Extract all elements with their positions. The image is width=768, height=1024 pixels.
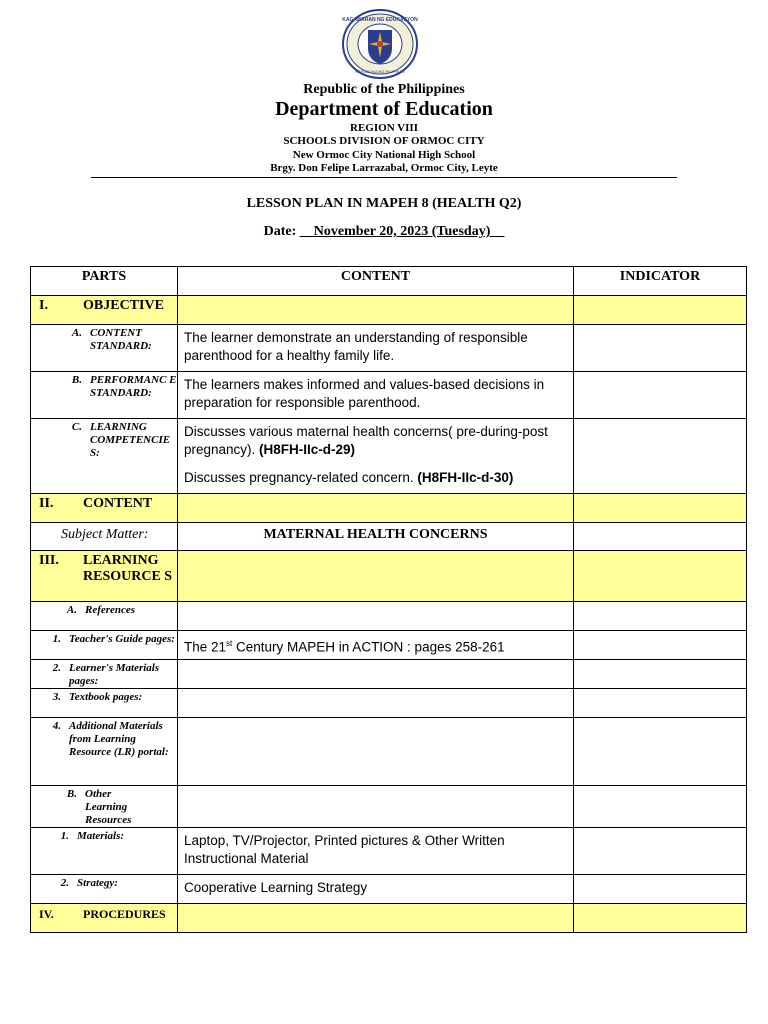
- additional-materials-row: [31, 718, 747, 786]
- learning-resources-row: [31, 551, 747, 602]
- content-section-row: [31, 494, 747, 523]
- learning-competencies-indicator: [574, 419, 747, 494]
- textbook-indicator: [574, 689, 747, 718]
- learning-resources-section: [31, 551, 177, 585]
- competency-2: [178, 459, 573, 487]
- subject-matter-label: Subject Matter:: [61, 527, 149, 542]
- section-number: III.: [39, 553, 59, 568]
- learning-competencies-row: [31, 419, 747, 494]
- teachers-guide-indicator: [574, 631, 747, 660]
- header-indicator: INDICATOR: [574, 267, 747, 296]
- header-content: CONTENT: [178, 267, 574, 296]
- part-label: CONTENT STANDARD:: [90, 327, 152, 352]
- part-number: B.: [66, 788, 77, 800]
- textbook-row: [31, 689, 747, 718]
- content-standard-text: The learner demonstrate an understanding of responsible parenthood for a healthy family life.: [184, 330, 528, 363]
- references-content: [178, 602, 574, 631]
- materials-part: [31, 828, 177, 843]
- teachers-guide-part: [31, 631, 177, 646]
- header-divider: [91, 177, 677, 178]
- strategy-text: Cooperative Learning Strategy: [184, 880, 368, 895]
- objective-content-cell: [178, 296, 574, 325]
- part-number: 3.: [52, 691, 61, 703]
- part-label: PERFORMANC E STANDARD:: [90, 374, 177, 399]
- lesson-date: [0, 224, 768, 240]
- section-label: LEARNING RESOURCE S: [83, 553, 173, 584]
- part-number: 1.: [60, 830, 69, 842]
- other-resources-part: [31, 786, 177, 827]
- content-standard-row: [31, 325, 747, 372]
- learners-materials-part: [31, 660, 177, 688]
- content-standard-indicator: [574, 325, 747, 372]
- content-standard-part: [31, 325, 177, 353]
- section-label: OBJECTIVE: [83, 298, 164, 313]
- region-heading: REGION VIII: [350, 122, 418, 134]
- materials-indicator: [574, 828, 747, 875]
- textbook-part: [31, 689, 177, 704]
- performance-standard-indicator: [574, 372, 747, 419]
- part-label: Materials:: [77, 830, 125, 842]
- teachers-guide-text: [178, 631, 573, 657]
- part-label: References: [85, 604, 136, 616]
- procedures-content-cell: [178, 904, 574, 933]
- republic-heading: Republic of the Philippines: [303, 82, 465, 97]
- learning-resources-content-cell: [178, 551, 574, 602]
- references-indicator: [574, 602, 747, 631]
- part-number: B.: [71, 374, 82, 386]
- part-number: C.: [71, 421, 82, 433]
- text-part: Century MAPEH in ACTION : pages 258-261: [232, 639, 505, 655]
- competency-1: [178, 419, 573, 459]
- section-label: PROCEDURES: [83, 907, 166, 921]
- learning-competencies-part: [31, 419, 177, 460]
- competency-text: Discusses various maternal health concerns( pre-during-post pregnancy).: [184, 424, 548, 457]
- performance-standard-row: [31, 372, 747, 419]
- text-part: The 21: [184, 639, 227, 655]
- additional-materials-indicator: [574, 718, 747, 786]
- objective-indicator-cell: [574, 296, 747, 325]
- procedures-row: [31, 904, 747, 933]
- address-heading: Brgy. Don Felipe Larrazabal, Ormoc City, Leyte: [270, 162, 498, 174]
- part-label: LEARNING COMPETENCIE S:: [90, 421, 171, 459]
- date-value: __November 20, 2023 (Tuesday)__: [299, 224, 505, 239]
- department-heading: Department of Education: [275, 98, 493, 120]
- content-section-content-cell: [178, 494, 574, 523]
- competency-text: Discusses pregnancy-related concern.: [184, 470, 418, 485]
- textbook-content: [178, 689, 574, 718]
- deped-seal-logo: [339, 8, 421, 80]
- division-heading: SCHOOLS DIVISION OF ORMOC CITY: [283, 135, 485, 147]
- table-header-row: [31, 267, 747, 296]
- learning-resources-indicator-cell: [574, 551, 747, 602]
- competency-code: (H8FH-IIc-d-29): [259, 442, 356, 457]
- competency-code: (H8FH-IIc-d-30): [417, 470, 514, 485]
- section-number: I.: [39, 298, 48, 313]
- section-number: IV.: [39, 907, 54, 921]
- other-resources-indicator: [574, 786, 747, 828]
- seal-bottom-text: REPUBLIKA NG PILIPINAS: [355, 69, 405, 74]
- procedures-indicator-cell: [574, 904, 747, 933]
- strategy-part: [31, 875, 177, 890]
- part-number: 2.: [60, 877, 69, 889]
- part-label: Other Learning Resources: [85, 788, 132, 826]
- procedures-section: [31, 904, 177, 922]
- other-resources-content: [178, 786, 574, 828]
- part-number: 1.: [52, 633, 61, 645]
- subject-matter-value: MATERNAL HEALTH CONCERNS: [263, 527, 488, 542]
- strategy-indicator: [574, 875, 747, 904]
- additional-materials-part: [31, 718, 177, 759]
- objective-section: [31, 296, 177, 314]
- section-label: CONTENT: [83, 496, 153, 511]
- performance-standard-text: The learners makes informed and values-based decisions in preparation for responsible parenthood.: [184, 377, 545, 410]
- date-label: Date:: [263, 224, 300, 239]
- learners-materials-content: [178, 660, 574, 689]
- part-label: Strategy:: [77, 877, 118, 889]
- lesson-plan-table: [30, 266, 747, 933]
- part-number: A.: [71, 327, 82, 339]
- materials-row: [31, 828, 747, 875]
- part-number: 2.: [52, 662, 61, 674]
- part-number: 4.: [52, 720, 61, 732]
- part-label: Textbook pages:: [69, 691, 143, 703]
- part-label: Additional Materials from Learning Resource (LR) portal:: [69, 720, 169, 758]
- materials-text: Laptop, TV/Projector, Printed pictures & Other Written Instructional Material: [184, 833, 505, 866]
- references-part: [31, 602, 177, 617]
- part-number: A.: [66, 604, 77, 616]
- other-resources-row: [31, 786, 747, 828]
- school-heading: New Ormoc City National High School: [292, 149, 476, 161]
- header-parts: PARTS: [31, 267, 178, 296]
- lesson-plan-title: LESSON PLAN IN MAPEH 8 (HEALTH Q2): [246, 196, 522, 211]
- section-number: II.: [39, 496, 54, 511]
- performance-standard-part: [31, 372, 177, 400]
- seal-text: KAGAWARAN NG EDUKASYON: [342, 17, 418, 23]
- content-section: [31, 494, 177, 512]
- subject-matter-indicator: [574, 523, 747, 551]
- strategy-row: [31, 875, 747, 904]
- objective-row: [31, 296, 747, 325]
- learners-materials-indicator: [574, 660, 747, 689]
- learners-materials-row: [31, 660, 747, 689]
- content-section-indicator-cell: [574, 494, 747, 523]
- part-label: Learner's Materials pages:: [69, 662, 160, 687]
- part-label: Teacher's Guide pages:: [69, 633, 175, 645]
- references-row: [31, 602, 747, 631]
- additional-materials-content: [178, 718, 574, 786]
- subject-matter-row: [31, 523, 747, 551]
- teachers-guide-row: [31, 631, 747, 660]
- text-superscript: st: [226, 639, 233, 648]
